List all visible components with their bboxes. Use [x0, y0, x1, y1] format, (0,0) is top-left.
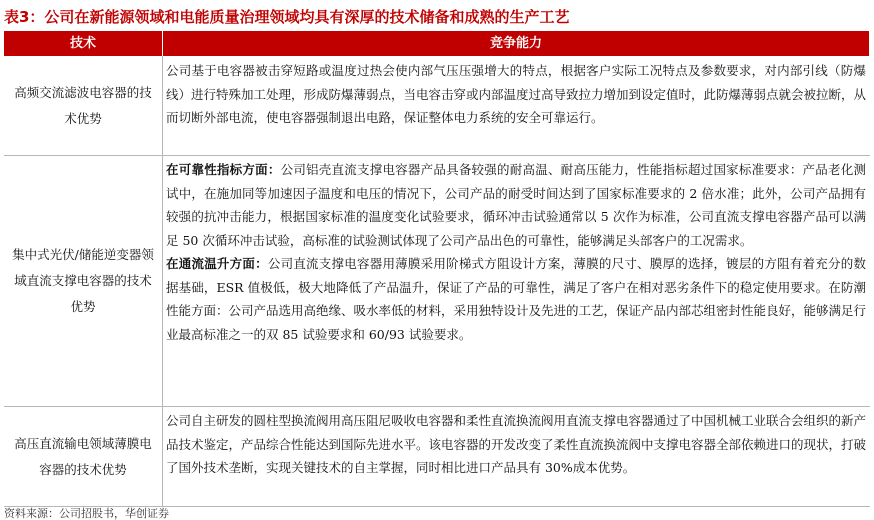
description-paragraph: [166, 59, 866, 130]
description-paragraph: [166, 158, 866, 252]
table-row-technology: 高频交流滤波电容器的技术优势: [14, 85, 152, 126]
paragraph-lead: 在通流温升方面：: [166, 256, 268, 271]
table-row-technology: 高压直流输电领域薄膜电容器的技术优势: [14, 435, 152, 477]
table-row-description: [166, 59, 866, 154]
table-title: 表3：公司在新能源领域和电能质量治理领域均具有深厚的技术储备和成熟的生产工艺: [4, 8, 570, 26]
column-divider: [162, 56, 163, 506]
paragraph-lead: 在可靠性指标方面：: [166, 162, 281, 177]
description-paragraph: [166, 409, 866, 480]
table-row-description: [166, 409, 866, 505]
header-competitiveness: 竞争能力: [163, 31, 869, 56]
description-paragraph: [166, 252, 866, 346]
source-note: 资料来源：公司招股书，华创证券: [4, 507, 169, 520]
paragraph-text: 公司基于电容器被击穿短路或温度过热会使内部气压压强增大的特点，根据客户实际工况特点及参数要求，对内部引线（防爆线）进行特殊加工处理，形成防爆薄弱点，当电容击穿或内部温度过高导致拉力增加到设定值时，此防爆薄弱点就会被拉断，从而切断外部电流，使电容器强制退出电路，保证整体电力系统的安全可靠运行。: [166, 63, 866, 125]
table-row-technology: 集中式光伏/储能逆变器领域直流支撑电容器的技术优势: [12, 247, 154, 314]
paragraph-text: 公司自主研发的圆柱型换流阀用高压阻尼吸收电容器和柔性直流换流阀用直流支撑电容器通过了中国机械工业联合会组织的新产品技术鉴定，产品综合性能达到国际先进水平。该电容器的开发改变了柔性直流换流阀中支撑电容器全部依赖进口的现状，打破了国外技术垄断，实现关键技术的自主掌握，同时相比进口产品具有 30%成本优势。: [166, 413, 866, 475]
table-row-description: [166, 158, 866, 405]
header-technology: 技术: [4, 31, 162, 56]
paragraph-text: 公司直流支撑电容器用薄膜采用阶梯式方阻设计方案，薄膜的尺寸、膜厚的选择，镀层的方阻有着充分的数据基础，ESR 值极低，极大地降低了产品温升，保证了产品的可靠性，满足了客户在相对恶劣条件下的稳定使用要求。在防潮性能方面：公司产品选用高绝缘、吸水率低的材料，采用独特设计及先进的工艺，保证产品内部芯组密封性能良好，能够满足行业最高标准之一的双 85 试验要求和 60/93 试验要求。: [166, 256, 866, 342]
paragraph-text: 公司铝壳直流支撑电容器产品具备较强的耐高温、耐高压能力，性能指标超过国家标准要求：产品老化测试中，在施加同等加速因子温度和电压的情况下，公司产品的耐受时间达到了国家标准要求的 2 倍水准；此外，公司产品拥有较强的抗冲击能力，根据国家标准的温度变化试验要求，循环冲击试验通常以 5 次作为标准，公司直流支撑电容器产品可以满足 50 次循环冲击试验，高标准的试验测试体现了公司产品出色的可靠性，能够满足头部客户的工况需求。: [166, 162, 866, 248]
